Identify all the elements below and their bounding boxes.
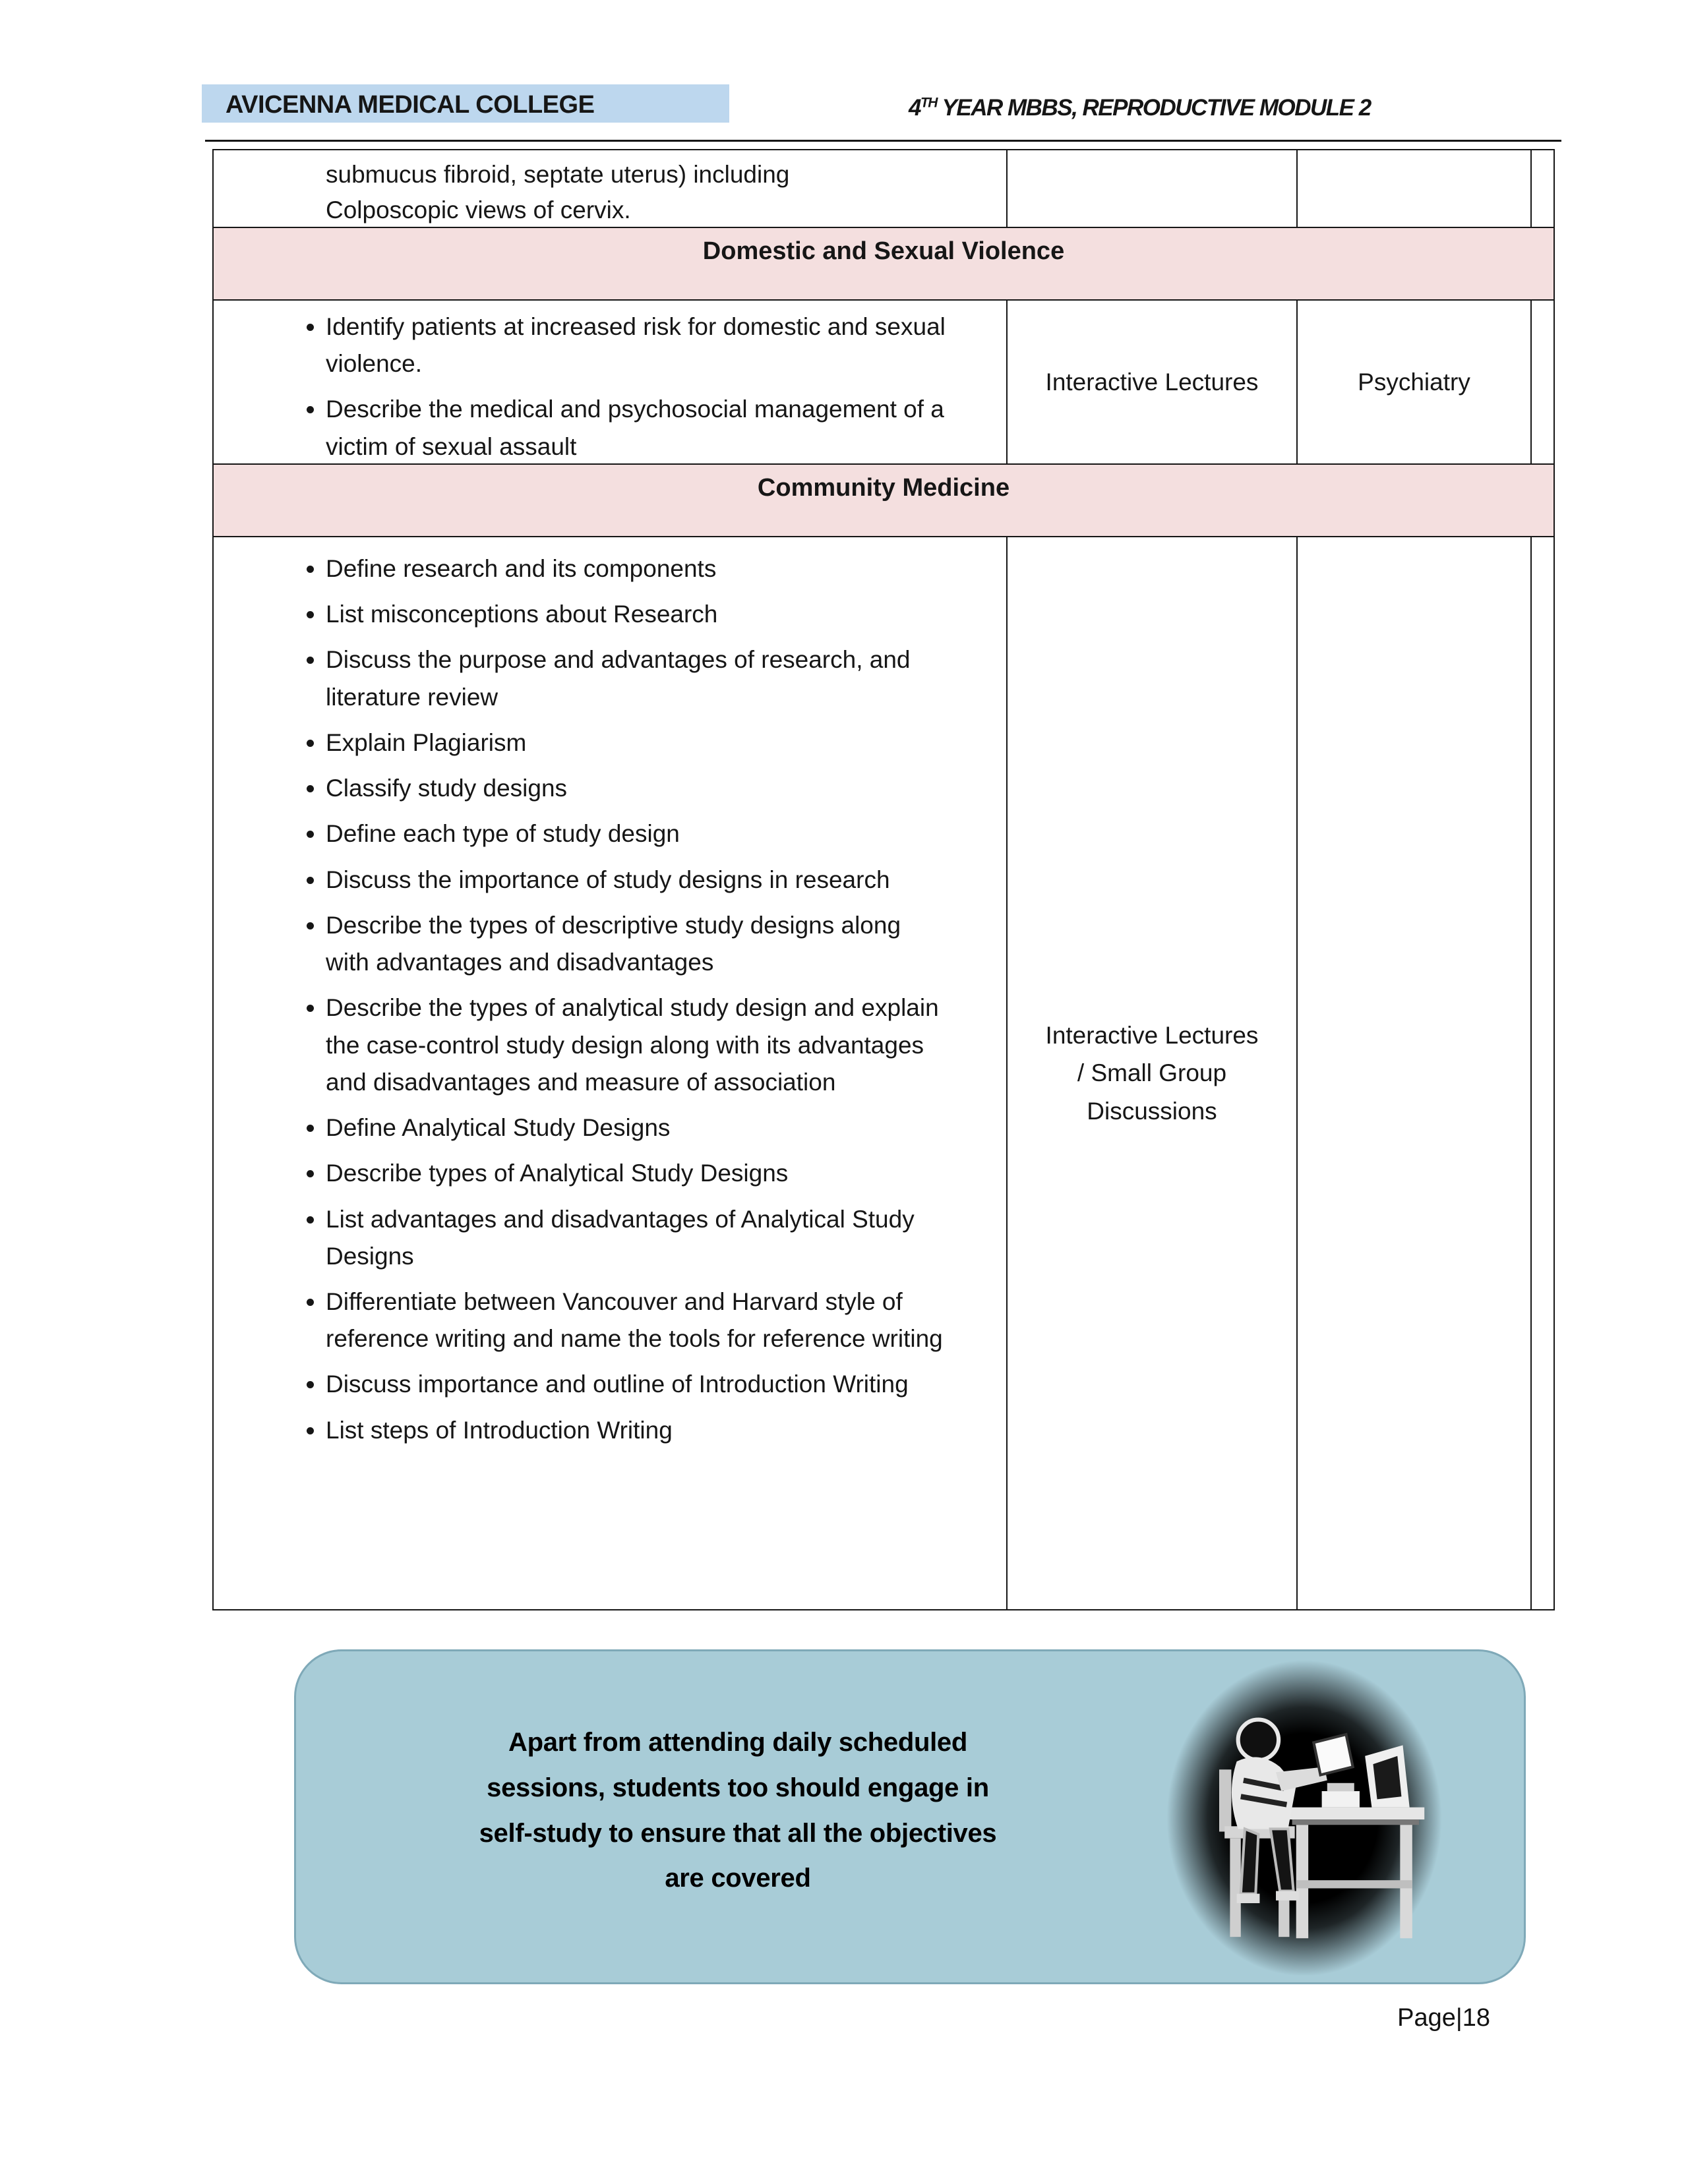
continuation-text: submucus fibroid, septate uterus) including Colposcopic views of cervix. — [326, 161, 790, 223]
objective-list-cm — [214, 550, 946, 1449]
objective-item: • Describe the medical and psychosocial management of a victim of sexual assault — [326, 391, 946, 463]
objective-item: • Define research and its components — [326, 550, 946, 587]
cell-objectives-continuation — [214, 150, 1008, 227]
section-header-label: Domestic and Sexual Violence — [702, 237, 1065, 265]
teaching-method — [1046, 1017, 1259, 1130]
objective-item: • Describe types of Analytical Study Designs — [326, 1155, 946, 1192]
student-studying-clipart-icon — [1162, 1655, 1446, 1981]
cell-objectives-dv — [214, 301, 1008, 463]
teaching-method: Interactive Lectures — [1045, 368, 1259, 396]
objective-item: • Discuss the purpose and advantages of research, and literature review — [326, 641, 946, 715]
self-study-note-line: are covered — [665, 1864, 811, 1893]
cell-method-cm — [1008, 537, 1298, 1609]
objective-item: • Define each type of study design — [326, 815, 946, 852]
objective-item: • Differentiate between Vancouver and Harvard style of reference writing and name the tools for reference writing — [326, 1284, 946, 1357]
department-label: Psychiatry — [1358, 368, 1470, 396]
cell-department-empty — [1298, 150, 1532, 227]
module-title — [909, 95, 1371, 121]
table-row-domestic-violence — [214, 301, 1553, 465]
cell-department-cm — [1298, 537, 1532, 1609]
cell-spacer — [1532, 537, 1553, 1609]
self-study-note-line: self-study to ensure that all the objectives — [479, 1818, 997, 1848]
self-study-note-line: sessions, students too should engage in — [487, 1773, 989, 1802]
table-row-community-medicine — [214, 537, 1553, 1609]
cell-spacer — [1532, 301, 1553, 463]
objective-item: • Define Analytical Study Designs — [326, 1109, 946, 1146]
objective-item: • List misconceptions about Research — [326, 596, 946, 633]
self-study-note-box — [294, 1649, 1526, 1984]
self-study-note-line: Apart from attending daily scheduled — [508, 1728, 967, 1757]
cell-spacer — [1532, 150, 1553, 227]
cell-objectives-cm — [214, 537, 1008, 1609]
teaching-method-line: Interactive Lectures — [1045, 1021, 1259, 1049]
objective-item: • Discuss importance and outline of Introduction Writing — [326, 1366, 946, 1403]
objective-item: • Identify patients at increased risk for domestic and sexual violence. — [326, 309, 946, 382]
objectives-table — [212, 149, 1555, 1610]
objective-item: • Describe the types of descriptive study designs along with advantages and disadvantages — [326, 907, 946, 981]
college-name: AVICENNA MEDICAL COLLEGE — [226, 91, 595, 119]
module-title-rest: YEAR MBBS, REPRODUCTIVE MODULE 2 — [936, 95, 1371, 121]
self-study-note-text — [382, 1720, 1094, 1901]
objective-item: • Classify study designs — [326, 770, 946, 807]
header-divider-line — [205, 140, 1561, 142]
objective-list-dv — [214, 309, 946, 463]
module-title-superscript: TH — [920, 95, 937, 111]
objective-item: • Discuss the importance of study designs in research — [326, 862, 946, 899]
section-header-community-medicine — [214, 465, 1553, 537]
module-title-prefix: 4 — [909, 95, 920, 121]
table-row-continuation — [214, 150, 1553, 228]
objective-item: • List advantages and disadvantages of Analytical Study Designs — [326, 1201, 946, 1275]
section-header-domestic-sexual-violence — [214, 228, 1553, 301]
page-number: Page|18 — [1397, 2004, 1490, 2032]
teaching-method-line: / Small Group — [1077, 1059, 1227, 1087]
cell-department-dv — [1298, 301, 1532, 463]
objective-item: • Describe the types of analytical study design and explain the case-control study design along with its advantages and disadvantages and measure of association — [326, 989, 946, 1101]
teaching-method-line: Discussions — [1087, 1097, 1217, 1125]
section-header-label: Community Medicine — [757, 474, 1010, 502]
objective-item: • List steps of Introduction Writing — [326, 1412, 946, 1449]
cell-method-empty — [1008, 150, 1298, 227]
cell-method-dv — [1008, 301, 1298, 463]
objective-item: • Explain Plagiarism — [326, 724, 946, 761]
